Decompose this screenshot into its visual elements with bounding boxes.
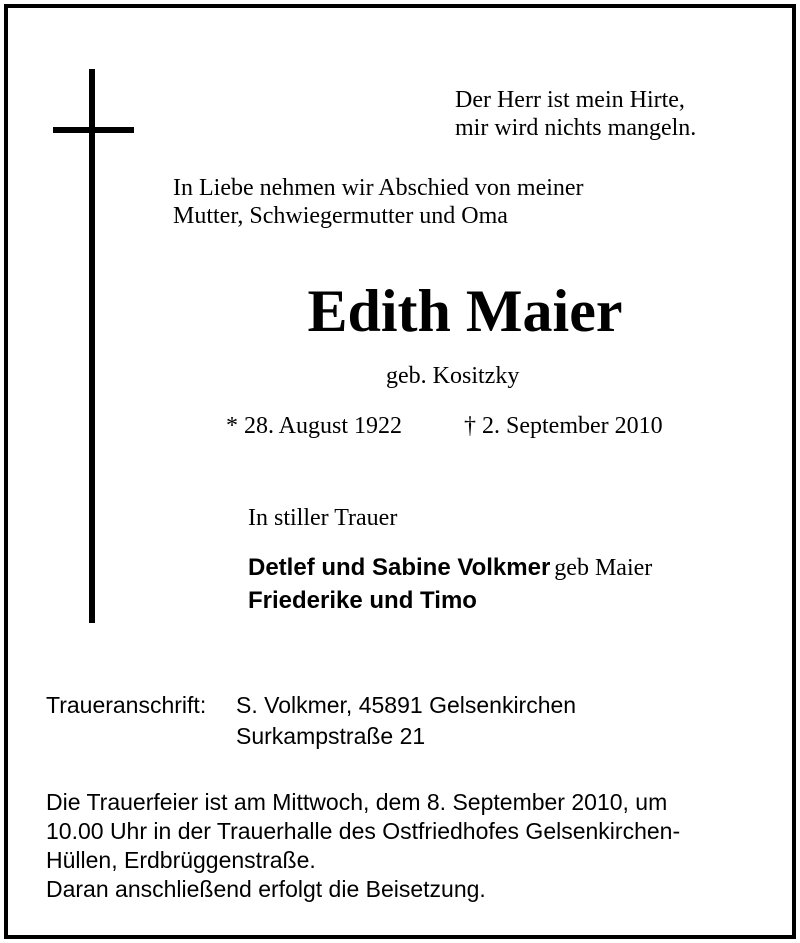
deceased-name: Edith Maier <box>307 278 623 344</box>
cross-icon <box>89 69 95 623</box>
mourner-name-2: Friederike und Timo <box>248 587 477 614</box>
service-line-1: Die Trauerfeier ist am Mittwoch, dem 8. September 2010, um <box>46 789 668 815</box>
verse-line-2: mir wird nichts mangeln. <box>455 115 697 141</box>
service-line-2: 10.00 Uhr in der Trauerhalle des Ostfriedhofes Gelsenkirchen- <box>46 818 681 844</box>
maiden-name: geb. Kositzky <box>386 363 520 389</box>
mourning-label: In stiller Trauer <box>248 505 398 531</box>
verse-line-1: Der Herr ist mein Hirte, <box>455 87 685 113</box>
mourner-line-1 <box>248 556 652 580</box>
intro-line-2: Mutter, Schwiegermutter und Oma <box>173 203 508 229</box>
mourner-line-2 <box>248 589 477 613</box>
cross-icon-bar <box>53 127 134 133</box>
mourner-suffix-1: geb Maier <box>554 555 653 581</box>
service-line-3: Hüllen, Erdbrüggenstraße. <box>46 847 316 873</box>
address-line-1: S. Volkmer, 45891 Gelsenkirchen <box>236 692 577 718</box>
mourner-name-1: Detlef und Sabine Volkmer <box>248 554 551 581</box>
service-line-4: Daran anschließend erfolgt die Beisetzung. <box>46 876 486 902</box>
death-date: † 2. September 2010 <box>464 413 663 439</box>
address-line-2: Surkampstraße 21 <box>236 723 426 749</box>
intro-line-1: In Liebe nehmen wir Abschied von meiner <box>173 175 584 201</box>
birth-date: * 28. August 1922 <box>226 413 403 439</box>
address-label: Traueranschrift: <box>46 692 207 718</box>
